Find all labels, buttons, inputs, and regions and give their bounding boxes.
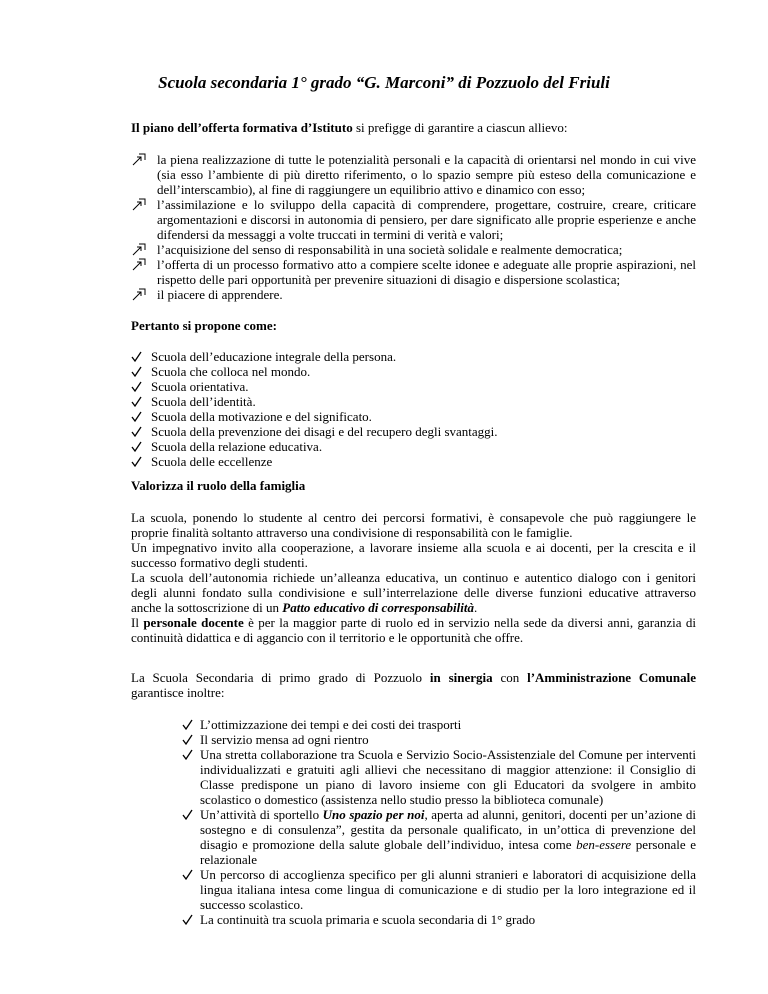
sinergia-paragraph: La Scuola Secondaria di primo grado di Pozzuolo in sinergia con l’Amministrazione Comunale garantisce inoltre: (131, 670, 696, 700)
garanzia-item: Un percorso di accoglienza specifico per gli alunni stranieri e laboratori di acquisizione della lingua italiana intesa come lingua di comunicazione e di studio per la loro integrazione ed il successo scolastico. (182, 867, 696, 912)
pointing-hand-icon (132, 258, 146, 271)
intro-rest: si prefigge di garantire a ciascun allievo: (352, 120, 568, 135)
famiglia-p3: La scuola dell’autonomia richiede un’alleanza educativa, un continuo e autentico dialogo con i genitori degli alunni fondato sulla condivisione e sull’interrelazione delle diverse funzioni educative attraverso anche la sottoscrizione di un Patto educativo di corresponsabilità. (131, 570, 696, 615)
checkmark-icon (182, 914, 193, 925)
garanzia-item: Il servizio mensa ad ogni rientro (182, 732, 696, 747)
checkmark-icon (131, 366, 142, 377)
famiglia-paragraph (131, 510, 696, 645)
famiglia-p1: La scuola, ponendo lo studente al centro dei percorsi formativi, è consapevole che può raggiungere le proprie finalità soltanto attraverso una condivisione di responsabilità con le famiglie. (131, 510, 696, 540)
checkmark-icon (131, 396, 142, 407)
goals-list (131, 152, 696, 302)
intro-paragraph (131, 120, 696, 135)
garanzie-list (182, 717, 696, 927)
garanzia-item: Una stretta collaborazione tra Scuola e Servizio Socio-Assistenziale del Comune per interventi individualizzati e gratuiti agli allievi che necessitano di maggior attenzione: il Consiglio di Classe predispone un piano di lavoro insieme con gli Educatori da svolgere in ambito scolastico o domestico (assistenza nello studio presso la biblioteca comunale) (182, 747, 696, 807)
propone-item: Scuola che colloca nel mondo. (131, 364, 696, 379)
checkmark-icon (131, 456, 142, 467)
goal-item: l’offerta di un processo formativo atto a compiere scelte idonee e adeguate alle proprie aspirazioni, nel rispetto delle pari opportunità per prevenire situazioni di disagio e dispersione scolastica; (131, 257, 696, 287)
intro-bold: Il piano dell’offerta formativa d’Istituto (131, 120, 353, 135)
propone-item: Scuola della motivazione e del significato. (131, 409, 696, 424)
checkmark-icon (131, 411, 142, 422)
checkmark-icon (131, 351, 142, 362)
propone-item: Scuola della relazione educativa. (131, 439, 696, 454)
propone-item: Scuola orientativa. (131, 379, 696, 394)
propone-item: Scuola della prevenzione dei disagi e del recupero degli svantaggi. (131, 424, 696, 439)
checkmark-icon (182, 749, 193, 760)
page-title: Scuola secondaria 1° grado “G. Marconi” di Pozzuolo del Friuli (158, 73, 610, 92)
pointing-hand-icon (132, 153, 146, 166)
famiglia-p4: Il personale docente è per la maggior parte di ruolo ed in servizio nella sede da diversi anni, garanzia di continuità didattica e di aggancio con il territorio e le opportunità che offre. (131, 615, 697, 645)
goal-item: l’acquisizione del senso di responsabilità in una società solidale e realmente democratica; (131, 242, 696, 257)
pointing-hand-icon (132, 288, 146, 301)
garanzia-item: La continuità tra scuola primaria e scuola secondaria di 1° grado (182, 912, 696, 927)
propone-item: Scuola dell’educazione integrale della persona. (131, 349, 696, 364)
propone-item: Scuola dell’identità. (131, 394, 696, 409)
famiglia-p2: Un impegnativo invito alla cooperazione, a lavorare insieme alla scuola e ai docenti, per la crescita e il successo formativo degli studenti. (131, 540, 696, 570)
propone-item: Scuola delle eccellenze (131, 454, 696, 469)
checkmark-icon (182, 719, 193, 730)
pointing-hand-icon (132, 243, 146, 256)
checkmark-icon (182, 809, 193, 820)
checkmark-icon (131, 426, 142, 437)
pointing-hand-icon (132, 198, 146, 211)
propone-heading: Pertanto si propone come: (131, 318, 277, 333)
goal-item: la piena realizzazione di tutte le potenzialità personali e la capacità di orientarsi nel mondo in cui vive (sia esso l’ambiente di più diretto riferimento, o lo spazio sempre più esteso della comunicazione e dell’interscambio), al fine di raggiungere un equilibrio attivo e dinamico con esso; (131, 152, 696, 197)
checkmark-icon (182, 734, 193, 745)
propone-list (131, 349, 696, 469)
checkmark-icon (131, 441, 142, 452)
famiglia-heading: Valorizza il ruolo della famiglia (131, 478, 306, 493)
garanzia-item: Un’attività di sportello Uno spazio per noi, aperta ad alunni, genitori, docenti per un’azione di sostegno e di consulenza”, gestita da personale qualificato, in un’ottica di prevenzione del disagio e promozione della salute globale dell’individuo, intesa come ben-essere personale e relazionale (182, 807, 696, 867)
goal-item: il piacere di apprendere. (131, 287, 696, 302)
goal-item: l’assimilazione e lo sviluppo della capacità di comprendere, progettare, costruire, creare, criticare argomentazioni e discorsi in autonomia di pensiero, per dare significato alle proprie esperienze e anche difendersi da messaggi a volte truccati in termini di verità e valori; (131, 197, 696, 242)
checkmark-icon (182, 869, 193, 880)
garanzia-item: L’ottimizzazione dei tempi e dei costi dei trasporti (182, 717, 696, 732)
checkmark-icon (131, 381, 142, 392)
